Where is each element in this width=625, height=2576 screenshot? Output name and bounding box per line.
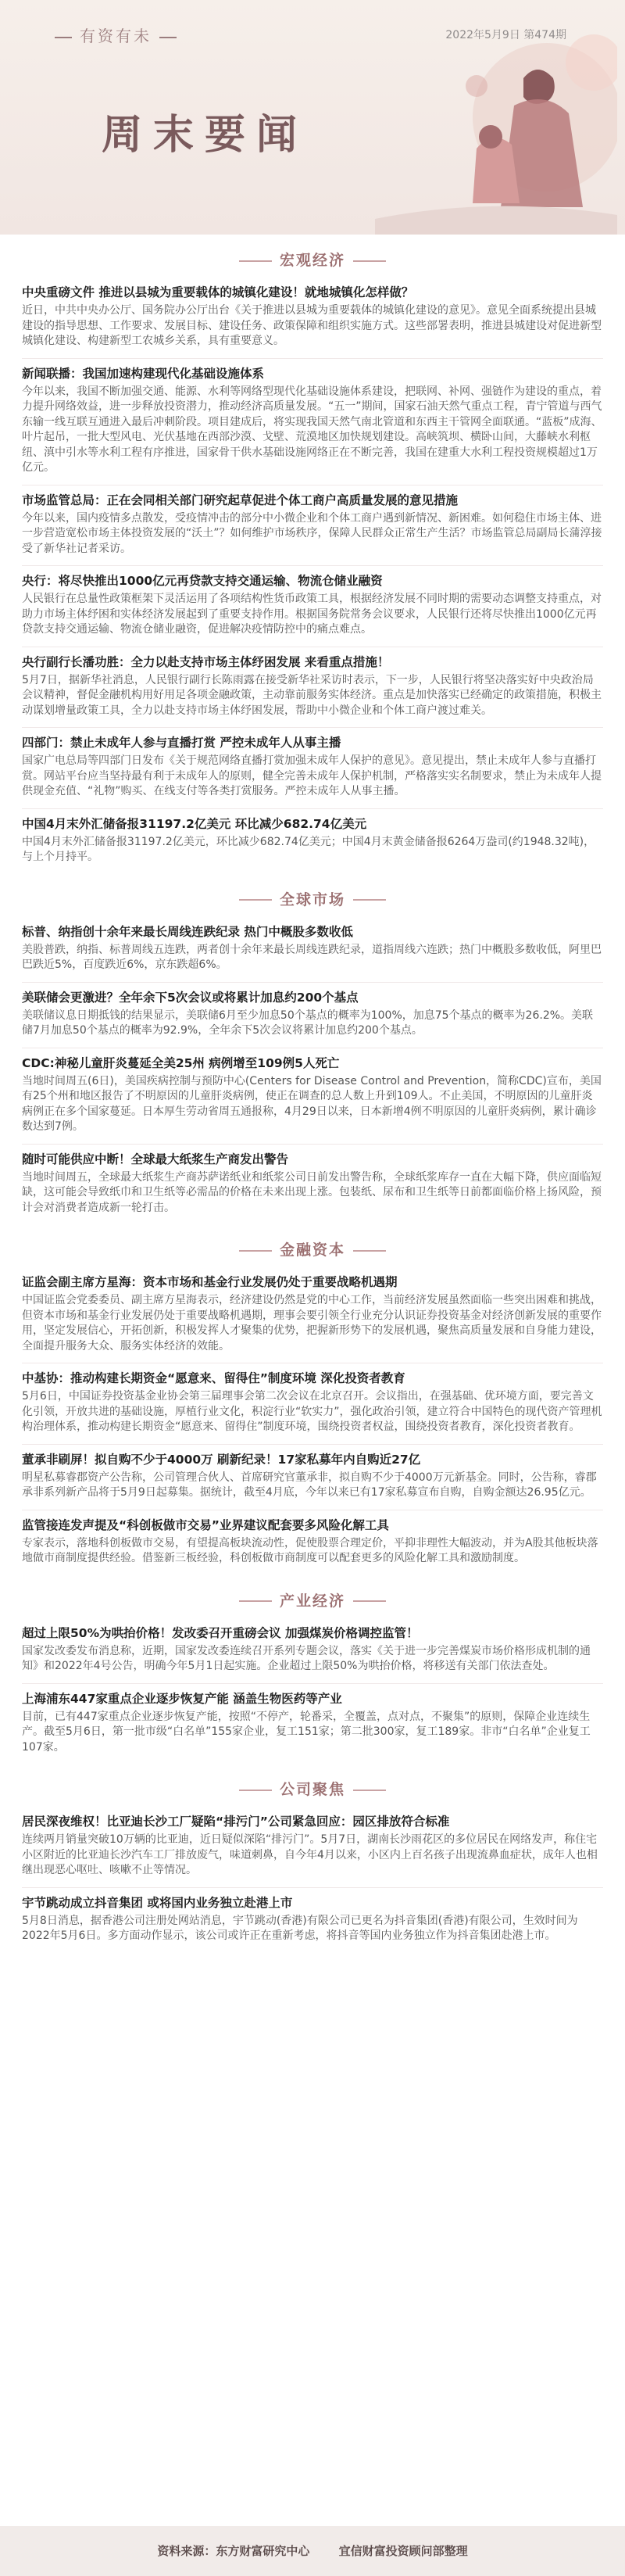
news-headline: 市场监管总局：正在会同相关部门研究起草促进个体工商户高质量发展的意见措施 [22,493,459,507]
section-header [22,888,603,909]
news-body: 目前，已有447家重点企业逐步恢复产能，按照“不停产，轮番采，全覆盖，点对点，不聚集”的原则，保障企业连续生产。截至5月6日，第一批市级“白名单”155家企业，复工151家；第二批300家，复工189家。非市“白名单”企业复工107家。 [22,1710,591,1754]
news-body: 5月6日，中国证券投资基金业协会第三届理事会第二次会议在北京召开。会议指出，在强基础、优环境方面，要完善文化引领，开放共进的基础设施，厚植行业文化，积淀行业“软实力”，强化政治引领，建立符合中国特色的现代资产管理机构治理体系，推动构建长期资金“愿意来、留得住”制度环境，围绕投资者权益，围绕投资者教育，深化投资者教育。 [22,1390,602,1433]
section-title: 宏观经济 [231,252,394,269]
issue-date: 2022年5月9日 第474期 [445,29,566,41]
news-item [22,1363,603,1444]
news-item [22,1144,603,1225]
news-body: 连续两月销量突破10万辆的比亚迪，近日疑似深陷“排污门”。5月7日，湖南长沙雨花区的多位居民在网络发声，称住宅小区附近的比亚迪长沙汽车工厂排放废气，味道刺鼻，自今年4月以来，小区内上百名孩子出现流鼻血症状，成年人也相继出现恶心呕吐、咳嗽不止等情况。 [22,1833,598,1876]
section-title: 产业经济 [231,1593,394,1610]
news-headline: 央行：将尽快推出1000亿元再贷款支持交通运输、物流仓储业融资 [22,574,383,588]
news-body: 国家发改委发布消息称，近期，国家发改委连续召开系列专题会议，落实《关于进一步完善煤炭市场价格形成机制的通知》和2022年4号公告，明确今年5月1日起实施。企业超过上限50%为哄抬价格，将移送有关部门依法查处。 [22,1644,591,1672]
brand-name: 有资有未 [55,23,177,46]
news-item [22,1683,603,1765]
news-body: 当地时间周五(6日)，美国疾病控制与预防中心(Centers for Disease Control and Prevention，简称CDC)宣布，美国有25个州和地区报告了不明原因的儿童肝炎病例，使正在调查的总人数上升到109人。不止美国，不明原因的儿童肝炎病例正在多个国家蔓延。日本厚生劳动省周五通报称，4月29日以来，日本新增4例不明原因的儿童肝炎病例，累计确诊数达到7例。 [22,1074,602,1133]
section-header [22,1238,603,1259]
news-body: 美股普跌，纳指、标普周线五连跌，两者创十余年来最长周线连跌纪录，道指周线六连跌；热门中概股多数收低，阿里巴巴跌近5%，百度跌近6%，京东跌超6%。 [22,943,602,971]
news-item [22,1887,603,1953]
news-headline: CDC:神秘儿童肝炎蔓延全美25州 病例增至109例5人死亡 [22,1055,340,1070]
news-headline: 随时可能供应中断！全球最大纸浆生产商发出警告 [22,1152,289,1166]
section-header [22,1589,603,1610]
section-header [22,1778,603,1799]
news-item [22,1048,603,1144]
news-headline: 标普、纳指创十余年来最长周线连跌纪录 热门中概股多数收低 [22,924,353,939]
news-headline: 监管接连发声提及“科创板做市交易”业界建议配套要多风险化解工具 [22,1517,389,1532]
news-item [22,1510,603,1575]
news-item [22,1267,603,1363]
news-headline: 中基协：推动构建长期资金“愿意来、留得住”制度环境 深化投资者教育 [22,1371,405,1385]
news-headline: 居民深夜维权！比亚迪长沙工厂疑陷“排污门”公司紧急回应：园区排放符合标准 [22,1815,450,1829]
news-item [22,917,603,982]
section-header [22,249,603,270]
news-body: 当地时间周五，全球最大纸浆生产商苏萨诺纸业和纸浆公司日前发出警告称，全球纸浆库存一直在大幅下降，供应面临短缺，这可能会导致纸巾和卫生纸等必需品的价格在未来出现上涨。包装纸、尿布和卫生纸等日前都面临价格上扬风险，预计会对消费者造成新一轮打击。 [22,1170,602,1214]
news-item [22,982,603,1048]
news-item [22,1618,603,1683]
mother-child-illustration [359,31,617,235]
news-item [22,1807,603,1887]
news-body: 中国4月末外汇储备报31197.2亿美元，环比减少682.74亿美元；中国4月末黄金储备报6264万盎司(约1948.32吨)，与上个月持平。 [22,835,595,863]
news-content [0,249,625,1953]
news-headline: 超过上限50%为哄抬价格！发改委召开重磅会议 加强煤炭价格调控监管！ [22,1625,419,1640]
news-headline: 四部门：禁止未成年人参与直播打赏 严控未成年人从事主播 [22,736,341,750]
news-headline: 新闻联播：我国加速构建现代化基础设施体系 [22,366,265,381]
footer-source: 资料来源：东方财富研究中心 [157,2544,310,2558]
page-title: 周末要闻 [102,112,309,159]
news-headline: 央行副行长潘功胜：全力以赴支持市场主体纾困发展 来看重点措施！ [22,654,390,669]
section-title: 公司聚焦 [231,1781,394,1798]
news-headline: 董承非刷屏！拟自购不少于4000万 刷新纪录！17家私募年内自购近27亿 [22,1452,421,1467]
section-title: 全球市场 [231,891,394,908]
news-item [22,647,603,728]
news-body: 美联储议息日期抵钱的结果显示，美联储6月至少加息50个基点的概率为100%，加息75个基点的概率为26.2%。美联储7月加息50个基点的概率为92.9%，全年余下5次会议将累计加息约200个基点。 [22,1009,594,1037]
news-headline: 宇节跳动成立抖音集团 或将国内业务独立赴港上市 [22,1895,293,1910]
news-body: 国家广电总局等四部门日发布《关于规范网络直播打赏加强未成年人保护的意见》。意见提出，禁止未成年人参与直播打赏。网站平台应当坚持最有利于未成年人的原则，健全完善未成年人保护机制，严格落实实名制要求，禁止为未成年人提供现金充值、“礼物”购买、在线支付等各类打赏服务。严控未成年人从事主播。 [22,754,602,797]
news-body: 今年以来，国内疫情多点散发，受疫情冲击的部分中小微企业和个体工商户遇到新情况、新困难。如何稳住市场主体、进一步营造宽松市场主体投资发展的“沃土”？如何维护市场秩序，保障人民群众正常生产生活？市场监管总局副局长蒲淳接受了新华社记者采访。 [22,511,602,555]
news-headline: 美联储会更激进？全年余下5次会议或将累计加息约200个基点 [22,990,359,1005]
news-item [22,358,603,485]
news-body: 5月8日消息，据香港公司注册处网站消息，宇节跳动(香港)有限公司已更名为抖音集团(香港)有限公司，生效时间为2022年5月6日。多方面动作显示，该公司或许正在重新考虑，将抖音等国内业务独立作为抖音集团赴港上市。 [22,1914,578,1942]
news-body: 今年以来，我国不断加强交通、能源、水利等网络型现代化基础设施体系建设，把联网、补网、强链作为建设的重点，着力提升网络效益，进一步释放投资潜力，推动经济高质量发展。“五一”期间，国家石油天然气重点工程，青宁管道与西气东输一线互联互通进入最后冲刺阶段。项目建成后，将实现我国天然气南北管道和东西主干管网全面联通。“蓝板”成海、叶片起吊，一批大型风电、光伏基地在西部沙漠、戈壁、荒漠地区加快规划建设。高峡筑坝、横卧山间，大藤峡水利枢纽、滇中引水等水利工程有序推进，国家骨干供水基础设施网络正在不断完善，我国在建重大水利工程投资规模超过1万亿元。 [22,385,602,474]
news-headline: 中国4月末外汇储备报31197.2亿美元 环比减少682.74亿美元 [22,816,367,831]
header-banner [0,0,625,235]
news-headline: 中央重磅文件 推进以县城为重要载体的城镇化建设！就地城镇化怎样做？ [22,285,414,299]
footer-team: 宜信财富投资顾问部整理 [338,2544,468,2558]
news-headline: 上海浦东447家重点企业逐步恢复产能 涵盖生物医药等产业 [22,1691,342,1706]
news-item [22,565,603,647]
news-item [22,1444,603,1510]
news-item [22,727,603,808]
news-body: 5月7日，据新华社消息，人民银行副行长陈雨露在接受新华社采访时表示，下一步，人民银行将坚决落实好中央政治局会议精神，督促金融机构用好用足各项金融政策，主动靠前服务实体经济。重点是加快落实已经确定的政策措施，积极主动谋划增量政策工具，全力以赴支持市场主体纾困发展，帮助中小微企业和个体工商户渡过难关。 [22,673,602,717]
news-body: 人民银行在总量性政策框架下灵活运用了各项结构性货币政策工具，根据经济发展不同时期的需要动态调整支持重点，对助力市场主体纾困和实体经济发展起到了重要支持作用。根据国务院常务会议要求，人民银行还将尽快推出1000亿元再贷款支持交通运输、物流仓储业融资，促进解决疫情防控中的痛点难点。 [22,593,602,636]
news-item [22,485,603,566]
news-body: 近日，中共中央办公厅、国务院办公厅出台《关于推进以县城为重要载体的城镇化建设的意见》。意见全面系统提出县城建设的指导思想、工作要求、发展目标、建设任务、政策保障和组织实施方式。这些部署表明，推进县城建设对促进新型城镇化建设、构建新型工农城乡关系，具有重要意义。 [22,304,602,347]
footer-bar [0,2526,625,2576]
news-item [22,278,603,358]
news-headline: 证监会副主席方星海：资本市场和基金行业发展仍处于重要战略机遇期 [22,1275,398,1289]
news-body: 专家表示，落地科创板做市交易，有望提高板块流动性，促使股票合理定价，平抑非理性大幅波动，并为A股其他板块落地做市商制度提供经验。借鉴新三板经验，科创板做市商制度可以配套更多的风险化解工具和激励制度。 [22,1536,598,1564]
news-body: 明星私募睿郡资产公告称，公司管理合伙人、首席研究官董承非，拟自购不少于4000万元新基金。同时，公告称，睿郡承非系列新产品将于5月9日起募集。据统计，截至4月底，今年以来已有17家私募宣布自购，自购金额达26.95亿元。 [22,1471,597,1499]
news-item [22,808,603,874]
news-body: 中国证监会党委委员、副主席方星海表示，经济建设仍然是党的中心工作，当前经济发展虽然面临一些突出困难和挑战，但资本市场和基金行业发展仍处于重要战略机遇期，理事会要引领全行业充分认识证券投资基金对经济创新发展的重要作用，坚定发展信心，开拓创新，积极发挥人才聚集的优势，把握新形势下的发展机遇，聚焦高质量发展和自身能力建设，全面提升服务大众、服务实体经济的效能。 [22,1294,602,1352]
section-title: 金融资本 [231,1241,394,1259]
